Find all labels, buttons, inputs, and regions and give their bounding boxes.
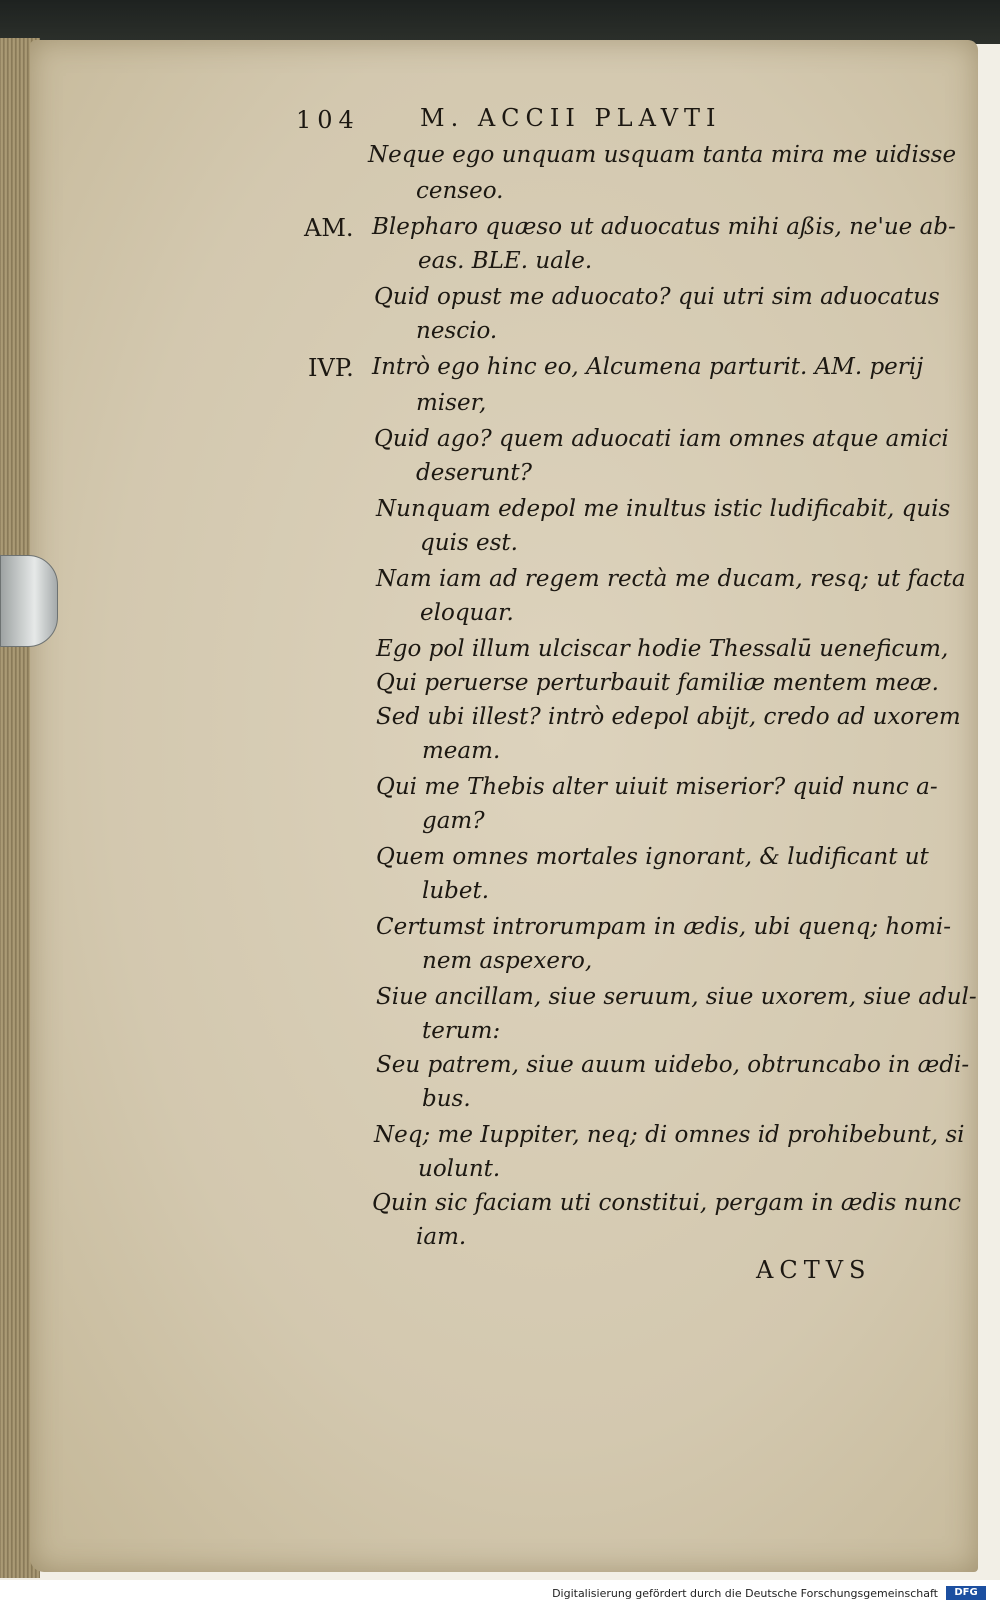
book-page <box>30 40 978 1572</box>
verse-line: lubet. <box>422 878 490 904</box>
speaker-label: AM. <box>304 214 354 242</box>
page-number: 104 <box>296 106 360 134</box>
verse-line: Qui peruerse perturbauit familiæ mentem meæ. <box>376 670 939 696</box>
dfg-logo: DFG <box>946 1586 986 1600</box>
verse-line: iam. <box>416 1224 467 1250</box>
verse-line: Qui me Thebis alter uiuit miserior? quid nunc a- <box>376 774 938 800</box>
verse-line: Blepharo quæso ut aduocatus mihi aßis, ne'ue ab- <box>372 214 956 240</box>
verse-line: miser, <box>416 390 487 416</box>
verse-line: Nunquam edepol me inultus istic ludificabit, quis <box>376 496 951 522</box>
verse-line: nescio. <box>416 318 498 344</box>
verse-line: Quin sic faciam uti constitui, pergam in ædis nunc <box>372 1190 961 1216</box>
verse-line: Neq; me Iuppiter, neq; di omnes id prohibebunt, si <box>374 1122 965 1148</box>
verse-line: Quid ago? quem aduocati iam omnes atque amici <box>374 426 949 452</box>
footer-bar <box>0 1580 1000 1607</box>
verse-line: eloquar. <box>420 600 514 626</box>
verse-line: quis est. <box>420 530 518 556</box>
verse-line: bus. <box>422 1086 471 1112</box>
verse-line: gam? <box>422 808 485 834</box>
verse-line: terum: <box>422 1018 501 1044</box>
verse-line: eas. BLE. uale. <box>418 248 593 274</box>
verse-line: Neque ego unquam usquam tanta mira me uidisse <box>368 142 957 168</box>
verse-line: Seu patrem, siue auum uidebo, obtruncabo in ædi- <box>376 1052 970 1078</box>
running-title: M. ACCII PLAVTI <box>420 104 722 132</box>
verse-line: uolunt. <box>418 1156 501 1182</box>
verse-line: meam. <box>422 738 501 764</box>
verse-line: Certumst introrumpam in ædis, ubi quenq; homi- <box>376 914 951 940</box>
page-clip <box>0 555 58 647</box>
scan-background-top <box>0 0 1000 44</box>
verse-line: Siue ancillam, siue seruum, siue uxorem, siue adul- <box>376 984 977 1010</box>
verse-line: Intrò ego hinc eo, Alcumena parturit. AM. perij <box>372 354 924 380</box>
verse-line: Quid opust me aduocato? qui utri sim aduocatus <box>374 284 940 310</box>
speaker-label: IVP. <box>308 354 354 382</box>
verse-line: Nam iam ad regem rectà me ducam, resq; ut facta <box>376 566 966 592</box>
verse-line: Sed ubi illest? intrò edepol abijt, credo ad uxorem <box>376 704 961 730</box>
verse-line: Ego pol illum ulciscar hodie Thessalū ueneficum, <box>376 636 949 662</box>
verse-line: deserunt? <box>416 460 532 486</box>
footer-credit: Digitalisierung gefördert durch die Deutsche Forschungsgemeinschaft <box>552 1587 938 1600</box>
verse-line: censeo. <box>416 178 504 204</box>
verse-line: nem aspexero, <box>422 948 593 974</box>
verse-line: Quem omnes mortales ignorant, & ludificant ut <box>376 844 929 870</box>
catchword: ACTVS <box>756 1256 872 1284</box>
